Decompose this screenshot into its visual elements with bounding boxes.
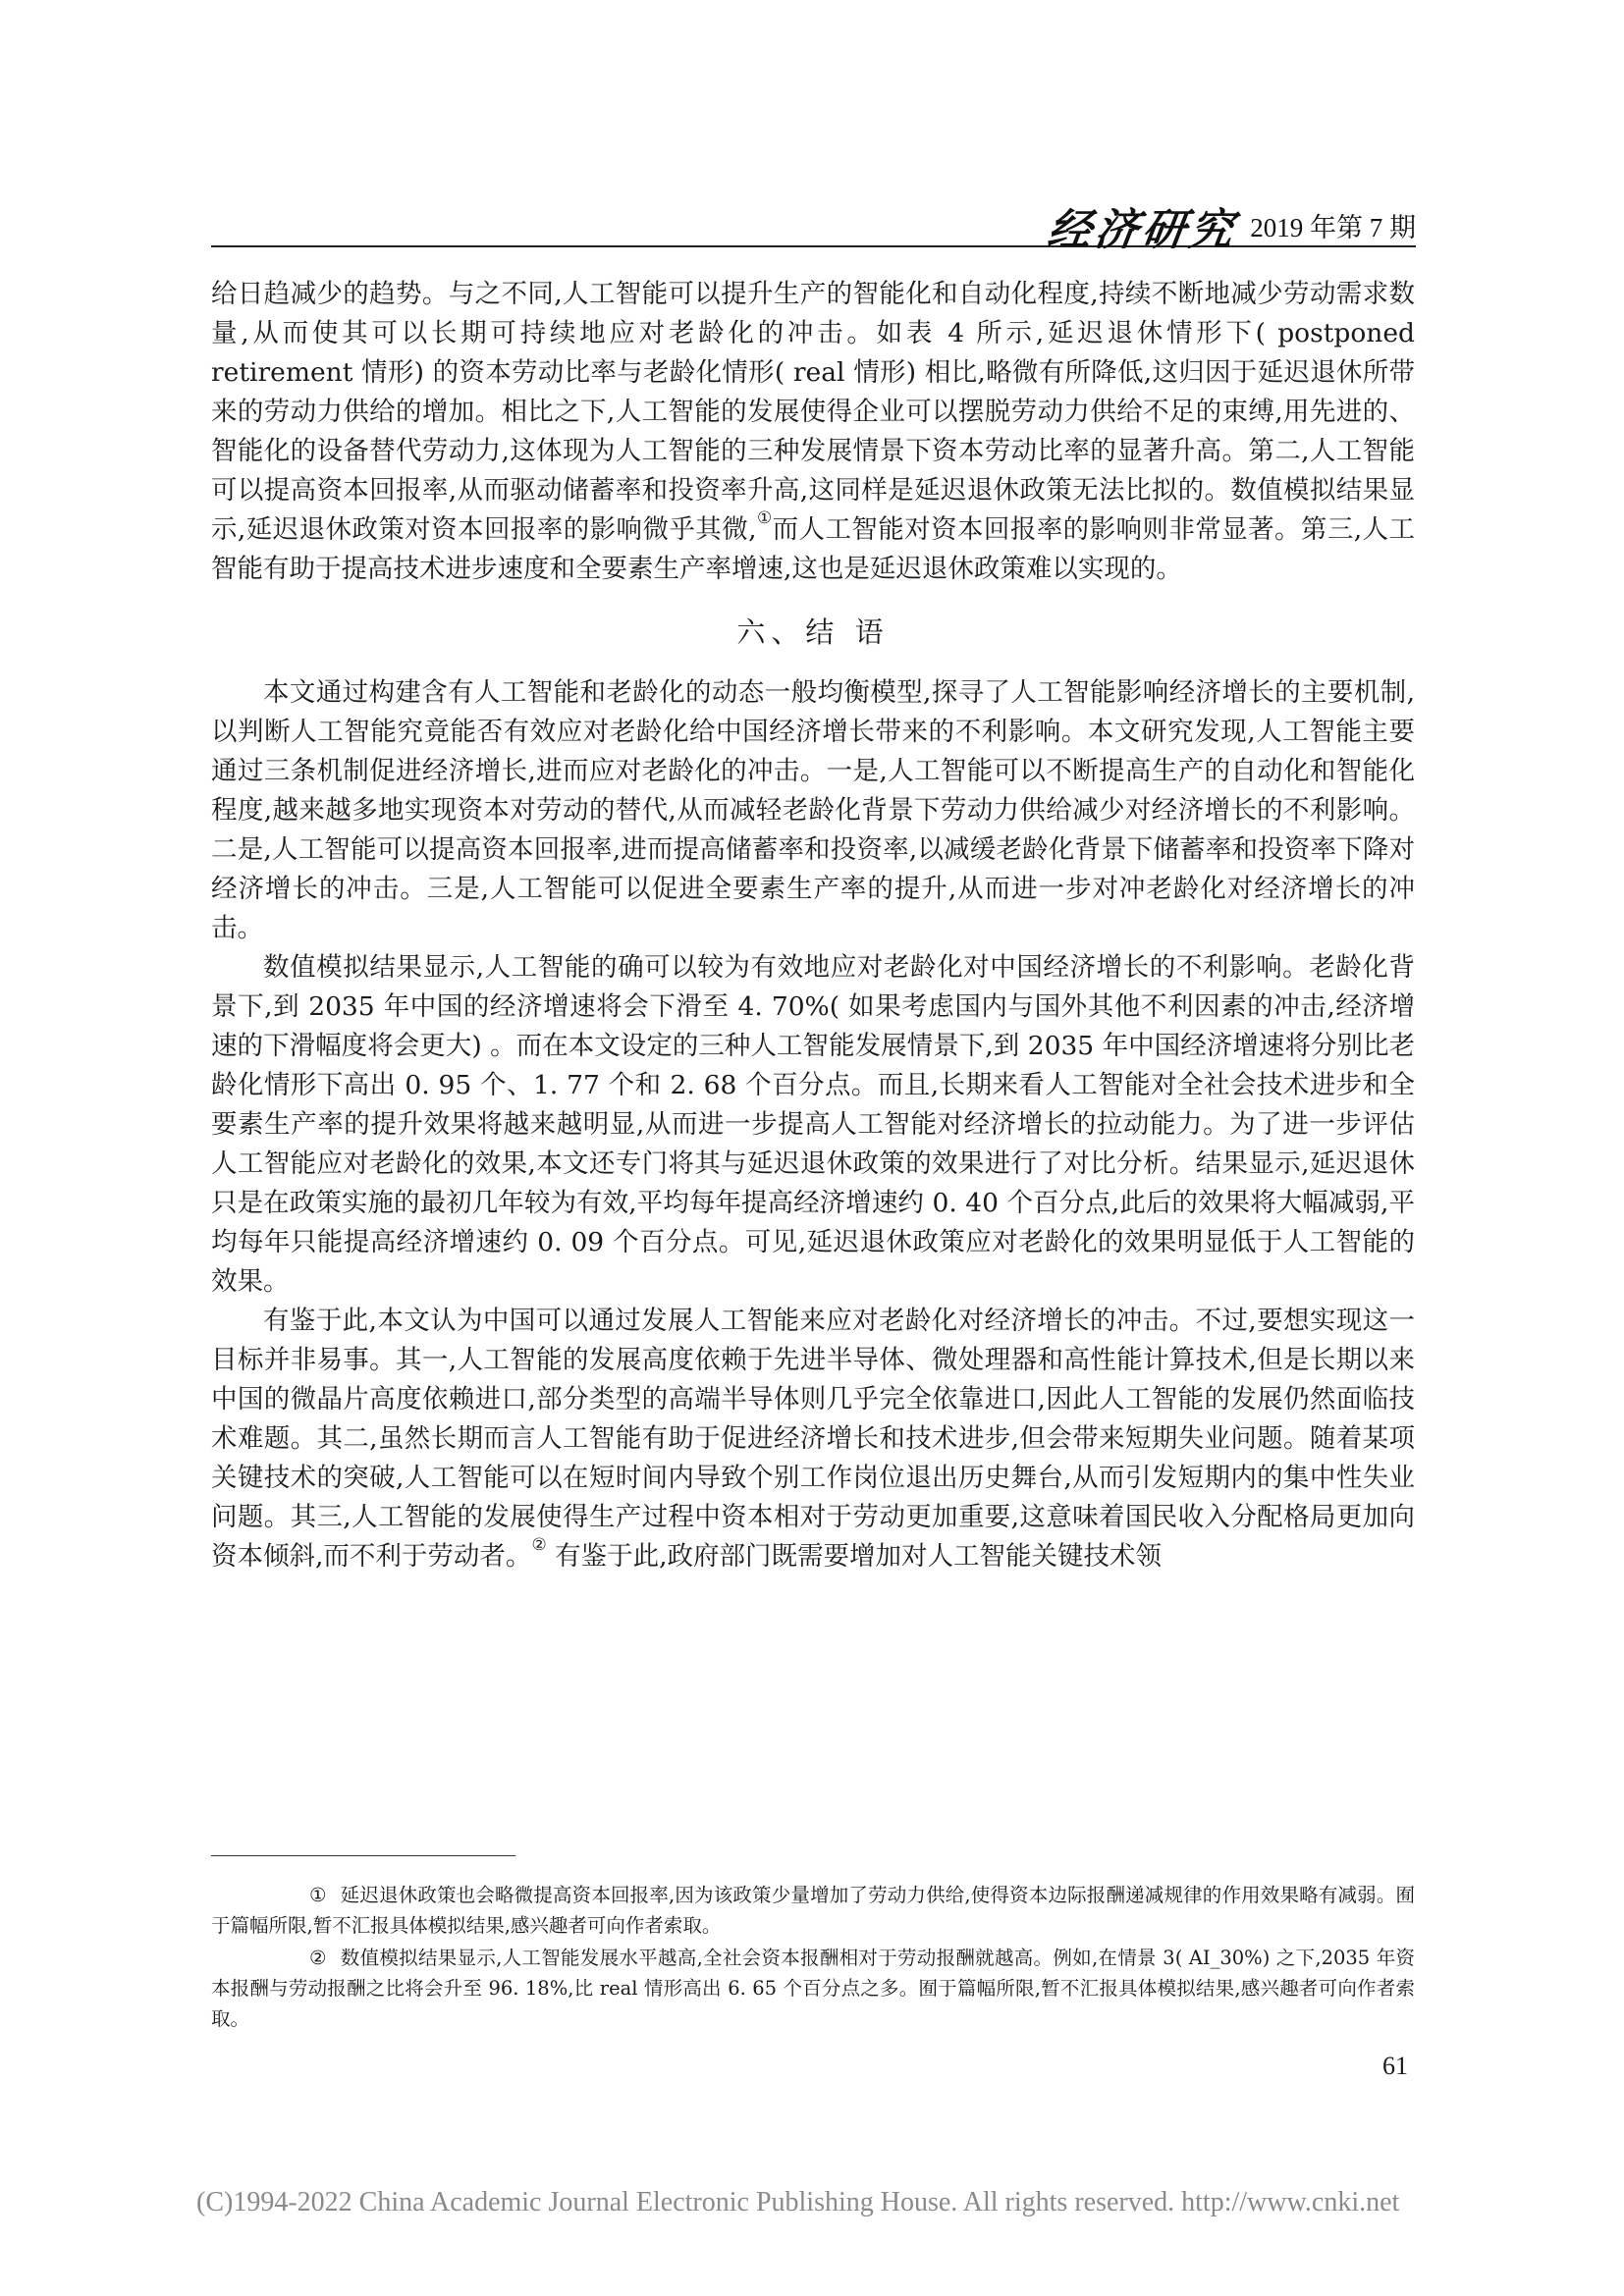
- paragraph: [211, 1302, 1415, 1576]
- paragraph-text: 给日趋减少的趋势。与之不同,人工智能可以提升生产的智能化和自动化程度,持续不断地减少劳动需求数量,从而使其可以长期可持续地应对老龄化的冲击。如表 4 所示,延迟退休情形下( postponed retirement 情形) 的资本劳动比率与老龄化情形( real 情形) 相比,略微有所降低,这归因于延迟退休所带来的劳动力供给的增加。相比之下,人工智能的发展使得企业可以摆脱劳动力供给不足的束缚,用先进的、智能化的设备替代劳动力,这体现为人工智能的三种发展情景下资本劳动比率的显著升高。第二,人工智能可以提高资本回报率,从而驱动储蓄率和投资率升高,这同样是延迟退休政策无法比拟的。数值模拟结果显示,延迟退休政策对资本回报率的影响微乎其微,: [211, 279, 1415, 545]
- paragraph-text: 有鉴于此,政府部门既需要增加对人工智能关键技术领: [546, 1541, 1163, 1572]
- footnote-divider: [211, 1855, 515, 1856]
- journal-logo: 经济研究: [1044, 205, 1240, 255]
- page-number: 61: [1382, 2052, 1408, 2080]
- paragraph-text: 有鉴于此,本文认为中国可以通过发展人工智能来应对老龄化对经济增长的冲击。不过,要想实现这一目标并非易事。其一,人工智能的发展高度依赖于先进半导体、微处理器和高性能计算技术,但是长期以来中国的微晶片高度依赖进口,部分类型的高端半导体则几乎完全依靠进口,因此人工智能的发展仍然面临技术难题。其二,虽然长期而言人工智能有助于促进经济增长和技术进步,但会带来短期失业问题。随着某项关键技术的突破,人工智能可以在短时间内导致个别工作岗位退出历史舞台,从而引发短期内的集中性失业问题。其三,人工智能的发展使得生产过程中资本相对于劳动更加重要,这意味着国民收入分配格局更加向资本倾斜,而不利于劳动者。: [211, 1306, 1415, 1572]
- page-header: [211, 194, 1416, 255]
- paragraph-text: 而人工智能对资本回报率的影响则非常显著。第三,人工智能有助于提高技术进步速度和全要素生产率增速,这也是延迟退休政策难以实现的。: [211, 514, 1415, 584]
- issue-label: 2019 年第 7 期: [1250, 213, 1416, 242]
- copyright-notice: (C)1994-2022 China Academic Journal Electronic Publishing House. All rights reserved. http://www.cnki.net: [196, 2187, 1400, 2217]
- paragraph: 本文通过构建含有人工智能和老龄化的动态一般均衡模型,探寻了人工智能影响经济增长的主要机制,以判断人工智能究竟能否有效应对老龄化给中国经济增长带来的不利影响。本文研究发现,人工智能主要通过三条机制促进经济增长,进而应对老龄化的冲击。一是,人工智能可以不断提高生产的自动化和智能化程度,越来越多地实现资本对劳动的替代,从而减轻老龄化背景下劳动力供给减少对经济增长的不利影响。二是,人工智能可以提高资本回报率,进而提高储蓄率和投资率,以减缓老龄化背景下储蓄率和投资率下降对经济增长的冲击。三是,人工智能可以促进全要素生产率的提升,从而进一步对冲老龄化对经济增长的冲击。: [211, 677, 1415, 943]
- footnote-text: 数值模拟结果显示,人工智能发展水平越高,全社会资本报酬相对于劳动报酬就越高。例如,在情景 3( AI_30%) 之下,2035 年资本报酬与劳动报酬之比将会升至 96. 18%,比 real 情形高出 6. 65 个百分点之多。囿于篇幅所限,暂不汇报具体模拟结果,感兴趣者可向作者索取。: [211, 1947, 1415, 2030]
- paragraph: 数值模拟结果显示,人工智能的确可以较为有效地应对老龄化对中国经济增长的不利影响。老龄化背景下,到 2035 年中国的经济增速将会下滑至 4. 70%( 如果考虑国内与国外其他不利因素的冲击,经济增速的下滑幅度将会更大) 。而在本文设定的三种人工智能发展情景下,到 2035 年中国经济增速将分别比老龄化情形下高出 0. 95 个、1. 77 个和 2. 68 个百分点。而且,长期来看人工智能对全社会技术进步和全要素生产率的提升效果将越来越明显,从而进一步提高人工智能对经济增长的拉动能力。为了进一步评估人工智能应对老龄化的效果,本文还专门将其与延迟退休政策的效果进行了对比分析。结果显示,延迟退休只是在政策实施的最初几年较为有效,平均每年提高经济增速约 0. 40 个百分点,此后的效果将大幅减弱,平均每年只能提高经济增速约 0. 09 个百分点。可见,延迟退休政策应对老龄化的效果明显低于人工智能的效果。: [211, 952, 1415, 1297]
- footnote-ref[interactable]: ①: [756, 508, 773, 528]
- footnote-text: 延迟退休政策也会略微提高资本回报率,因为该政策少量增加了劳动力供给,使得资本边际报酬递减规律的作用效果略有减弱。囿于篇幅所限,暂不汇报具体模拟结果,感兴趣者可向作者索取。: [211, 1884, 1415, 1937]
- paragraph: [211, 275, 1415, 589]
- footnote-ref[interactable]: ②: [531, 1535, 547, 1555]
- footnotes: [211, 1880, 1415, 2036]
- footnote: [211, 1880, 1415, 1941]
- main-text: [211, 275, 1415, 1576]
- footnote-mark: ①: [309, 1884, 327, 1906]
- footnote: [211, 1943, 1415, 2034]
- section-title: 六、结 语: [736, 615, 890, 649]
- footnote-mark: ②: [309, 1947, 327, 1969]
